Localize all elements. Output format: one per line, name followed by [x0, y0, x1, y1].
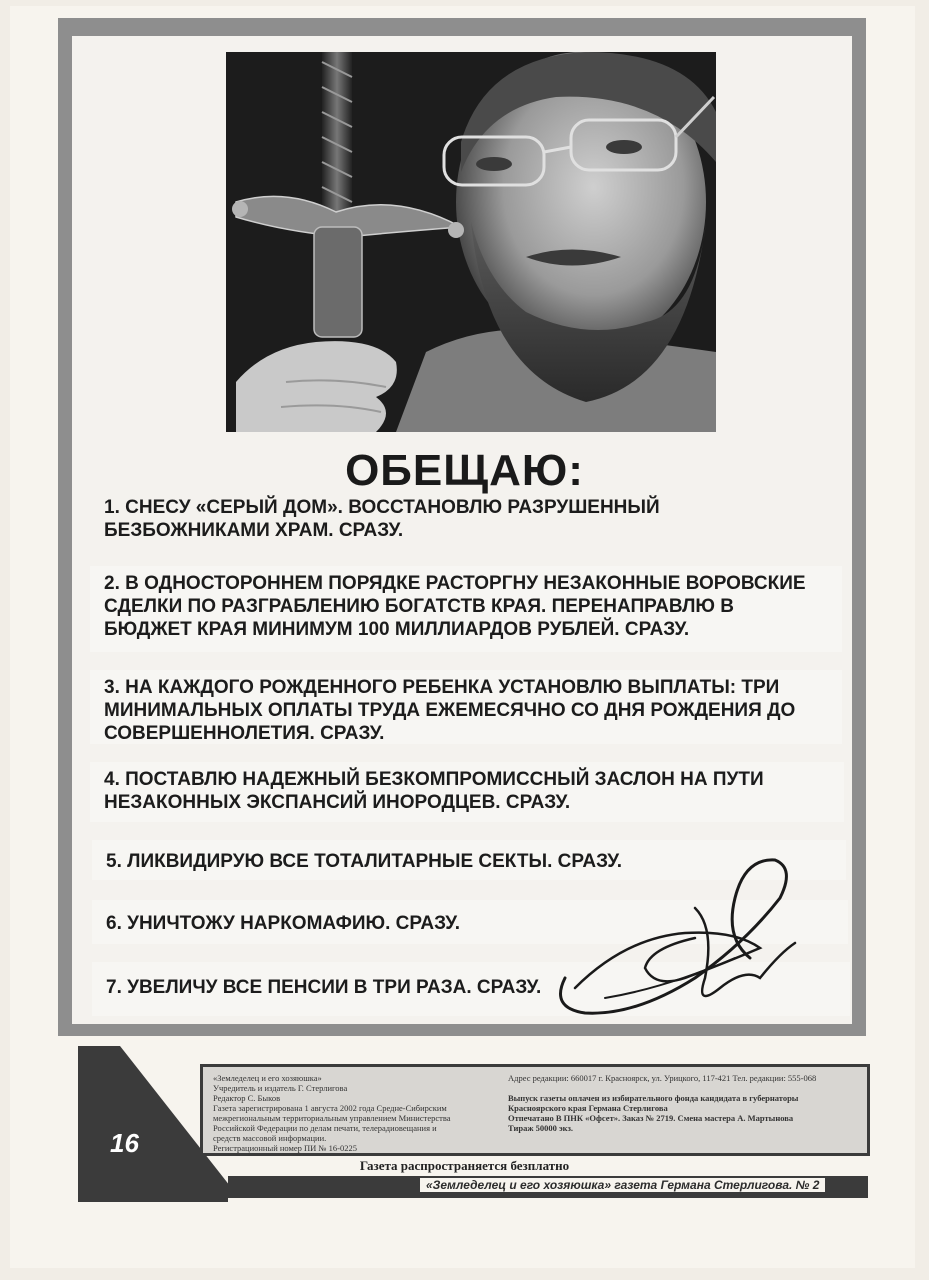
- imprint-right: [508, 1073, 863, 1133]
- imprint-line: Выпуск газеты оплачен из избирательного фонда кандидата в губернаторы: [508, 1093, 799, 1103]
- page-number: 16: [110, 1128, 139, 1158]
- promise-line: 7. УВЕЛИЧУ ВСЕ ПЕНСИИ В ТРИ РАЗА. СРАЗУ.: [106, 977, 542, 998]
- imprint-line: [508, 1083, 863, 1093]
- promise-line: НЕЗАКОННЫХ ЭКСПАНСИЙ ИНОРОДЦЕВ. СРАЗУ.: [104, 792, 571, 813]
- imprint-left: [213, 1073, 503, 1153]
- imprint-line: межрегиональным территориальным управлением Министерства: [213, 1113, 451, 1123]
- promise-line: БЕЗБОЖНИКАМИ ХРАМ. СРАЗУ.: [104, 520, 404, 541]
- imprint-line: Регистрационный номер ПИ № 16-0225: [213, 1143, 357, 1153]
- promise-item: [90, 490, 840, 548]
- imprint-line: Учредитель и издатель Г. Стерлигова: [213, 1083, 348, 1093]
- promise-line: МИНИМАЛЬНЫХ ОПЛАТЫ ТРУДА ЕЖЕМЕСЯЧНО СО ДНЯ РОЖДЕНИЯ ДО: [104, 700, 796, 721]
- imprint-line: Отпечатано В ПНК «Офсет». Заказ № 2719. Смена мастера А. Мартынова: [508, 1113, 794, 1123]
- imprint-line: Редактор С. Быков: [213, 1093, 281, 1103]
- promise-item: [90, 670, 842, 744]
- imprint-line: Адрес редакции: 660017 г. Красноярск, ул. Урицкого, 117-421 Тел. редакции: 555-068: [508, 1073, 817, 1083]
- free-distribution-note: Газета распространяется безплатно: [359, 1158, 570, 1173]
- promise-item: [90, 762, 844, 822]
- promise-line: БЮДЖЕТ КРАЯ МИНИМУМ 100 МИЛЛИАРДОВ РУБЛЕЙ. СРАЗУ.: [104, 619, 690, 640]
- promise-item: [92, 962, 850, 1016]
- newspaper-caption: «Земледелец и его хозяюшка» газета Германа Стерлигова. № 2: [420, 1178, 825, 1192]
- headline: ОБЕЩАЮ:: [345, 446, 584, 495]
- promise-line: СДЕЛКИ ПО РАЗГРАБЛЕНИЮ БОГАТСТВ КРАЯ. ПЕРЕНАПРАВЛЮ В: [104, 596, 735, 617]
- imprint-line: Тираж 50000 экз.: [508, 1123, 573, 1133]
- promise-line: 1. СНЕСУ «СЕРЫЙ ДОМ». ВОССТАНОВЛЮ РАЗРУШЕННЫЙ: [104, 497, 660, 518]
- promise-line: 6. УНИЧТОЖУ НАРКОМАФИЮ. СРАЗУ.: [106, 913, 461, 934]
- imprint-line: Газета зарегистрирована 1 августа 2002 года Средне-Сибирским: [213, 1103, 447, 1113]
- promise-line: 3. НА КАЖДОГО РОЖДЕННОГО РЕБЕНКА УСТАНОВЛЮ ВЫПЛАТЫ: ТРИ: [104, 677, 780, 698]
- promise-line: 5. ЛИКВИДИРУЮ ВСЕ ТОТАЛИТАРНЫЕ СЕКТЫ. СРАЗУ.: [106, 851, 622, 872]
- imprint-box: [200, 1064, 870, 1156]
- promise-line: 2. В ОДНОСТОРОННЕМ ПОРЯДКЕ РАСТОРГНУ НЕЗАКОННЫЕ ВОРОВСКИЕ: [104, 573, 806, 594]
- promise-item: [92, 840, 846, 880]
- promise-line: 4. ПОСТАВЛЮ НАДЕЖНЫЙ БЕЗКОМПРОМИССНЫЙ ЗАСЛОН НА ПУТИ: [104, 769, 764, 790]
- promise-item: [92, 900, 848, 944]
- promise-line: СОВЕРШЕННОЛЕТИЯ. СРАЗУ.: [104, 723, 385, 744]
- promise-item: [90, 566, 842, 652]
- candidate-photo-image: [226, 52, 716, 432]
- imprint-line: «Земледелец и его хозяюшка»: [213, 1073, 322, 1083]
- candidate-photo: [226, 52, 716, 432]
- imprint-line: Красноярского края Германа Стерлигова: [508, 1103, 668, 1113]
- imprint-line: Российской Федерации по делам печати, телерадиовещания и: [213, 1123, 437, 1133]
- imprint-line: средств массовой информации.: [213, 1133, 327, 1143]
